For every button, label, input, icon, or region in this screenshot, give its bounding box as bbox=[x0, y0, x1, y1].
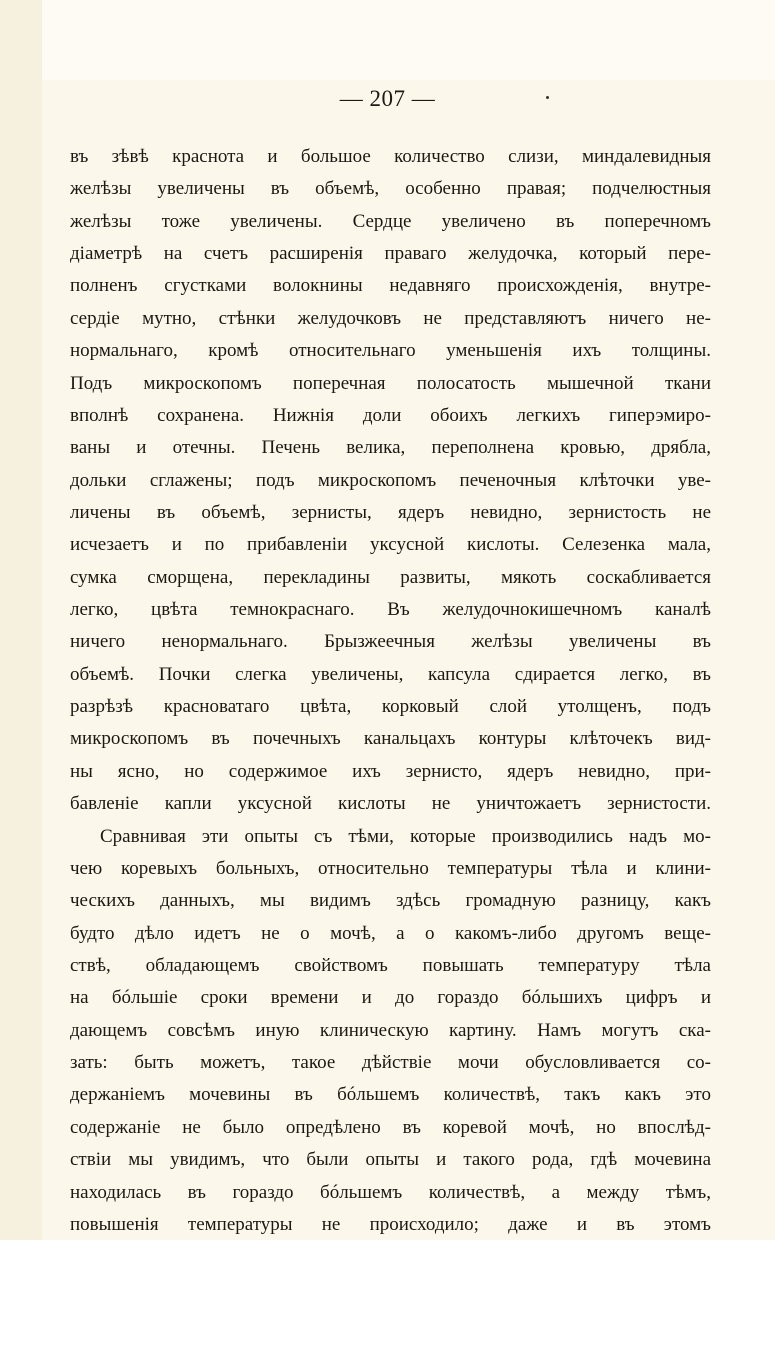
text-line: дольки сглажены; подъ микроскопомъ печеночныя клѣточки уве- bbox=[70, 469, 711, 491]
text-line: ствѣ, обладающемъ свойствомъ повышать температуру тѣла bbox=[70, 954, 711, 976]
body-text bbox=[70, 141, 711, 1241]
text-line: чею коревыхъ больныхъ, относительно температуры тѣла и клини- bbox=[70, 857, 711, 879]
text-line: бавленіе капли уксусной кислоты не уничтожаетъ зернистости. bbox=[70, 793, 711, 815]
ink-speck bbox=[546, 96, 549, 99]
text-line: легко, цвѣта темнокраснаго. Въ желудочнокишечномъ каналѣ bbox=[70, 599, 711, 621]
text-line: Сравнивая эти опыты съ тѣми, которые производились надъ мо- bbox=[100, 825, 711, 847]
text-line: ничего ненормальнаго. Брызжеечныя желѣзы увеличены въ bbox=[70, 631, 711, 653]
text-line: исчезаетъ и по прибавленіи уксусной кислоты. Селезенка мала, bbox=[70, 534, 711, 556]
text-line: ваны и отечны. Печень велика, переполнена кровью, дрябла, bbox=[70, 437, 711, 459]
page-top-margin bbox=[42, 0, 775, 80]
text-line: разрѣзѣ красноватаго цвѣта, корковый слой утолщенъ, подъ bbox=[70, 696, 711, 718]
page-margin-shadow bbox=[0, 0, 42, 1240]
text-line: на бóльшіе сроки времени и до гораздо бóльшихъ цифръ и bbox=[70, 987, 711, 1009]
text-line: сердіе мутно, стѣнки желудочковъ не представляютъ ничего не- bbox=[70, 307, 711, 329]
text-line: нормальнаго, кромѣ относительнаго уменьшенія ихъ толщины. bbox=[70, 340, 711, 362]
text-line: ческихъ данныхъ, мы видимъ здѣсь громадную разницу, какъ bbox=[70, 890, 711, 912]
text-line: содержаніе не было опредѣлено въ коревой мочѣ, но впослѣд- bbox=[70, 1116, 711, 1138]
page-number: — 207 — bbox=[339, 86, 436, 111]
text-line: въ зѣвѣ краснота и большое количество слизи, миндалевидныя bbox=[70, 146, 711, 167]
text-line: находилась въ гораздо бóльшемъ количествѣ, а между тѣмъ, bbox=[70, 1181, 711, 1203]
text-line: личены въ объемѣ, зернисты, ядеръ невидно, зернистость не bbox=[70, 501, 711, 523]
text-line: вполнѣ сохранена. Нижнія доли обоихъ легкихъ гиперэмиро- bbox=[70, 404, 711, 426]
text-line: объемѣ. Почки слегка увеличены, капсула сдирается легко, въ bbox=[70, 663, 711, 685]
text-line: желѣзы тоже увеличены. Сердце увеличено въ поперечномъ bbox=[70, 210, 711, 232]
text-line: ствіи мы увидимъ, что были опыты и такого рода, гдѣ мочевина bbox=[70, 1149, 711, 1171]
text-line: Подъ микроскопомъ поперечная полосатость мышечной ткани bbox=[70, 372, 711, 394]
text-line: полненъ сгустками волокнины недавняго происхожденія, внутре- bbox=[70, 275, 711, 297]
text-line: сумка сморщена, перекладины развиты, мякоть соскабливается bbox=[70, 566, 711, 588]
text-line: повышенія температуры не происходило; даже и въ этомъ bbox=[70, 1213, 711, 1235]
text-line: будто дѣло идетъ не о мочѣ, а о какомъ-либо другомъ веще- bbox=[70, 922, 711, 944]
text-line: дающемъ совсѣмъ иную клиническую картину. Намъ могутъ ска- bbox=[70, 1019, 711, 1041]
text-line: діаметрѣ на счетъ расширенія праваго желудочка, который пере- bbox=[70, 243, 711, 265]
text-line: микроскопомъ въ почечныхъ канальцахъ контуры клѣточекъ вид- bbox=[70, 728, 711, 750]
text-line: ны ясно, но содержимое ихъ зернисто, ядеръ невидно, при- bbox=[70, 760, 711, 782]
text-line: желѣзы увеличены въ объемѣ, особенно правая; подчелюстныя bbox=[70, 178, 711, 200]
text-line: зать: быть можетъ, такое дѣйствіе мочи обусловливается со- bbox=[70, 1052, 711, 1074]
text-line: держаніемъ мочевины въ бóльшемъ количествѣ, такъ какъ это bbox=[70, 1084, 711, 1106]
